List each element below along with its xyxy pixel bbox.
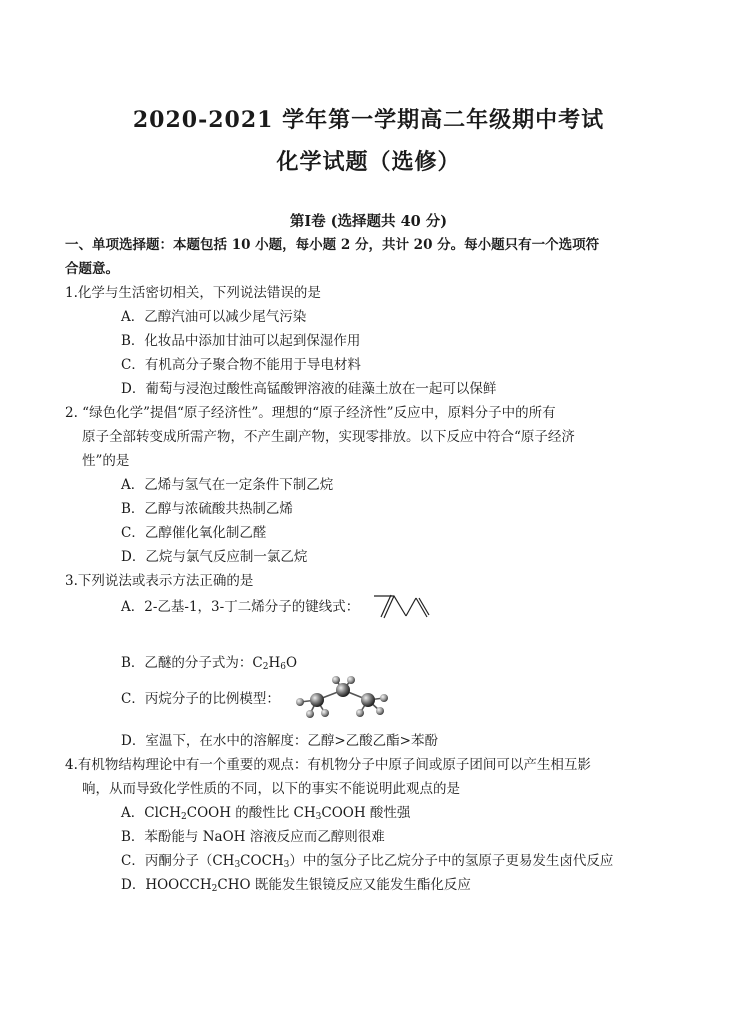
q1-option-b: B．化妆品中添加甘油可以起到保湿作用 xyxy=(121,333,361,349)
q2-option-a: A．乙烯与氢气在一定条件下制乙烷 xyxy=(121,477,334,493)
q4-stem-line1: 4.有机物结构理论中有一个重要的观点：有机物分子中原子间或原子团间可以产生相互影 xyxy=(65,757,591,773)
q4-option-a: A．ClCH$_2$COOH 的酸性比 $CH_3COOH$ 酸性强 xyxy=(121,805,411,822)
q2-option-d: D．乙烷与氯气反应制一氯乙烷 xyxy=(121,549,308,565)
q3-option-b: B．乙醚的分子式为：$C_2H_6O$ xyxy=(121,655,298,672)
section-instructions-line1: 一、单项选择题：本题包括 10 小题，每小题 2 分，共计 20 分。每小题只有一个选项符 xyxy=(65,237,600,253)
q2-option-c: C．乙醇催化氧化制乙醛 xyxy=(121,525,267,541)
q2-stem-line1: 2. “绿色化学”提倡“原子经济性”。理想的“原子经济性”反应中，原料分子中的所有 xyxy=(65,405,556,421)
q3-option-c: C．丙烷分子的比例模型： xyxy=(121,691,280,707)
q2-stem-line3: 性”的是 xyxy=(82,453,130,469)
q1-option-c: C．有机高分子聚合物不能用于导电材料 xyxy=(121,357,361,373)
q4-option-d: D．$HOOCCH_2CHO$ 既能发生银镜反应又能发生酯化反应 xyxy=(121,877,471,894)
q4-option-c: C．丙酮分子$(CH_3COCH_3)$中的氢分子比乙烷分子中的氢原子更易发生卤代反应 xyxy=(121,853,614,870)
propane-space-filling-model-image xyxy=(290,676,390,720)
q3-option-a: A．2-乙基-1，3-丁二烯分子的键线式： xyxy=(121,599,360,615)
exam-title-line2: 化学试题（选修） xyxy=(276,149,461,175)
q1-option-a: A．乙醇汽油可以减少尾气污染 xyxy=(121,309,307,325)
q2-option-b: B．乙醇与浓硫酸共热制乙烯 xyxy=(121,501,293,517)
q3-stem: 3.下列说法或表示方法正确的是 xyxy=(65,573,254,589)
section-instructions-line2: 合题意。 xyxy=(65,261,119,277)
section-heading: 第Ⅰ卷 (选择题共 40 分) xyxy=(289,213,448,230)
q4-stem-line2: 响，从而导致化学性质的不同，以下的事实不能说明此观点的是 xyxy=(82,781,460,797)
q4-option-b: B．苯酚能与 NaOH 溶液反应而乙醇则很难 xyxy=(121,829,385,845)
q1-stem: 1.化学与生活密切相关，下列说法错误的是 xyxy=(65,285,321,301)
bond-line-formula-image xyxy=(372,590,430,624)
q3-option-d: D．室温下，在水中的溶解度：乙醇>乙酸乙酯>苯酚 xyxy=(121,733,438,749)
q2-stem-line2: 原子全部转变成所需产物，不产生副产物，实现零排放。以下反应中符合“原子经济 xyxy=(82,429,575,445)
q1-option-d: D．葡萄与浸泡过酸性高锰酸钾溶液的硅藻土放在一起可以保鲜 xyxy=(121,381,497,397)
exam-title-line1: 2020-2021 学年第一学期高二年级期中考试 xyxy=(132,107,605,133)
